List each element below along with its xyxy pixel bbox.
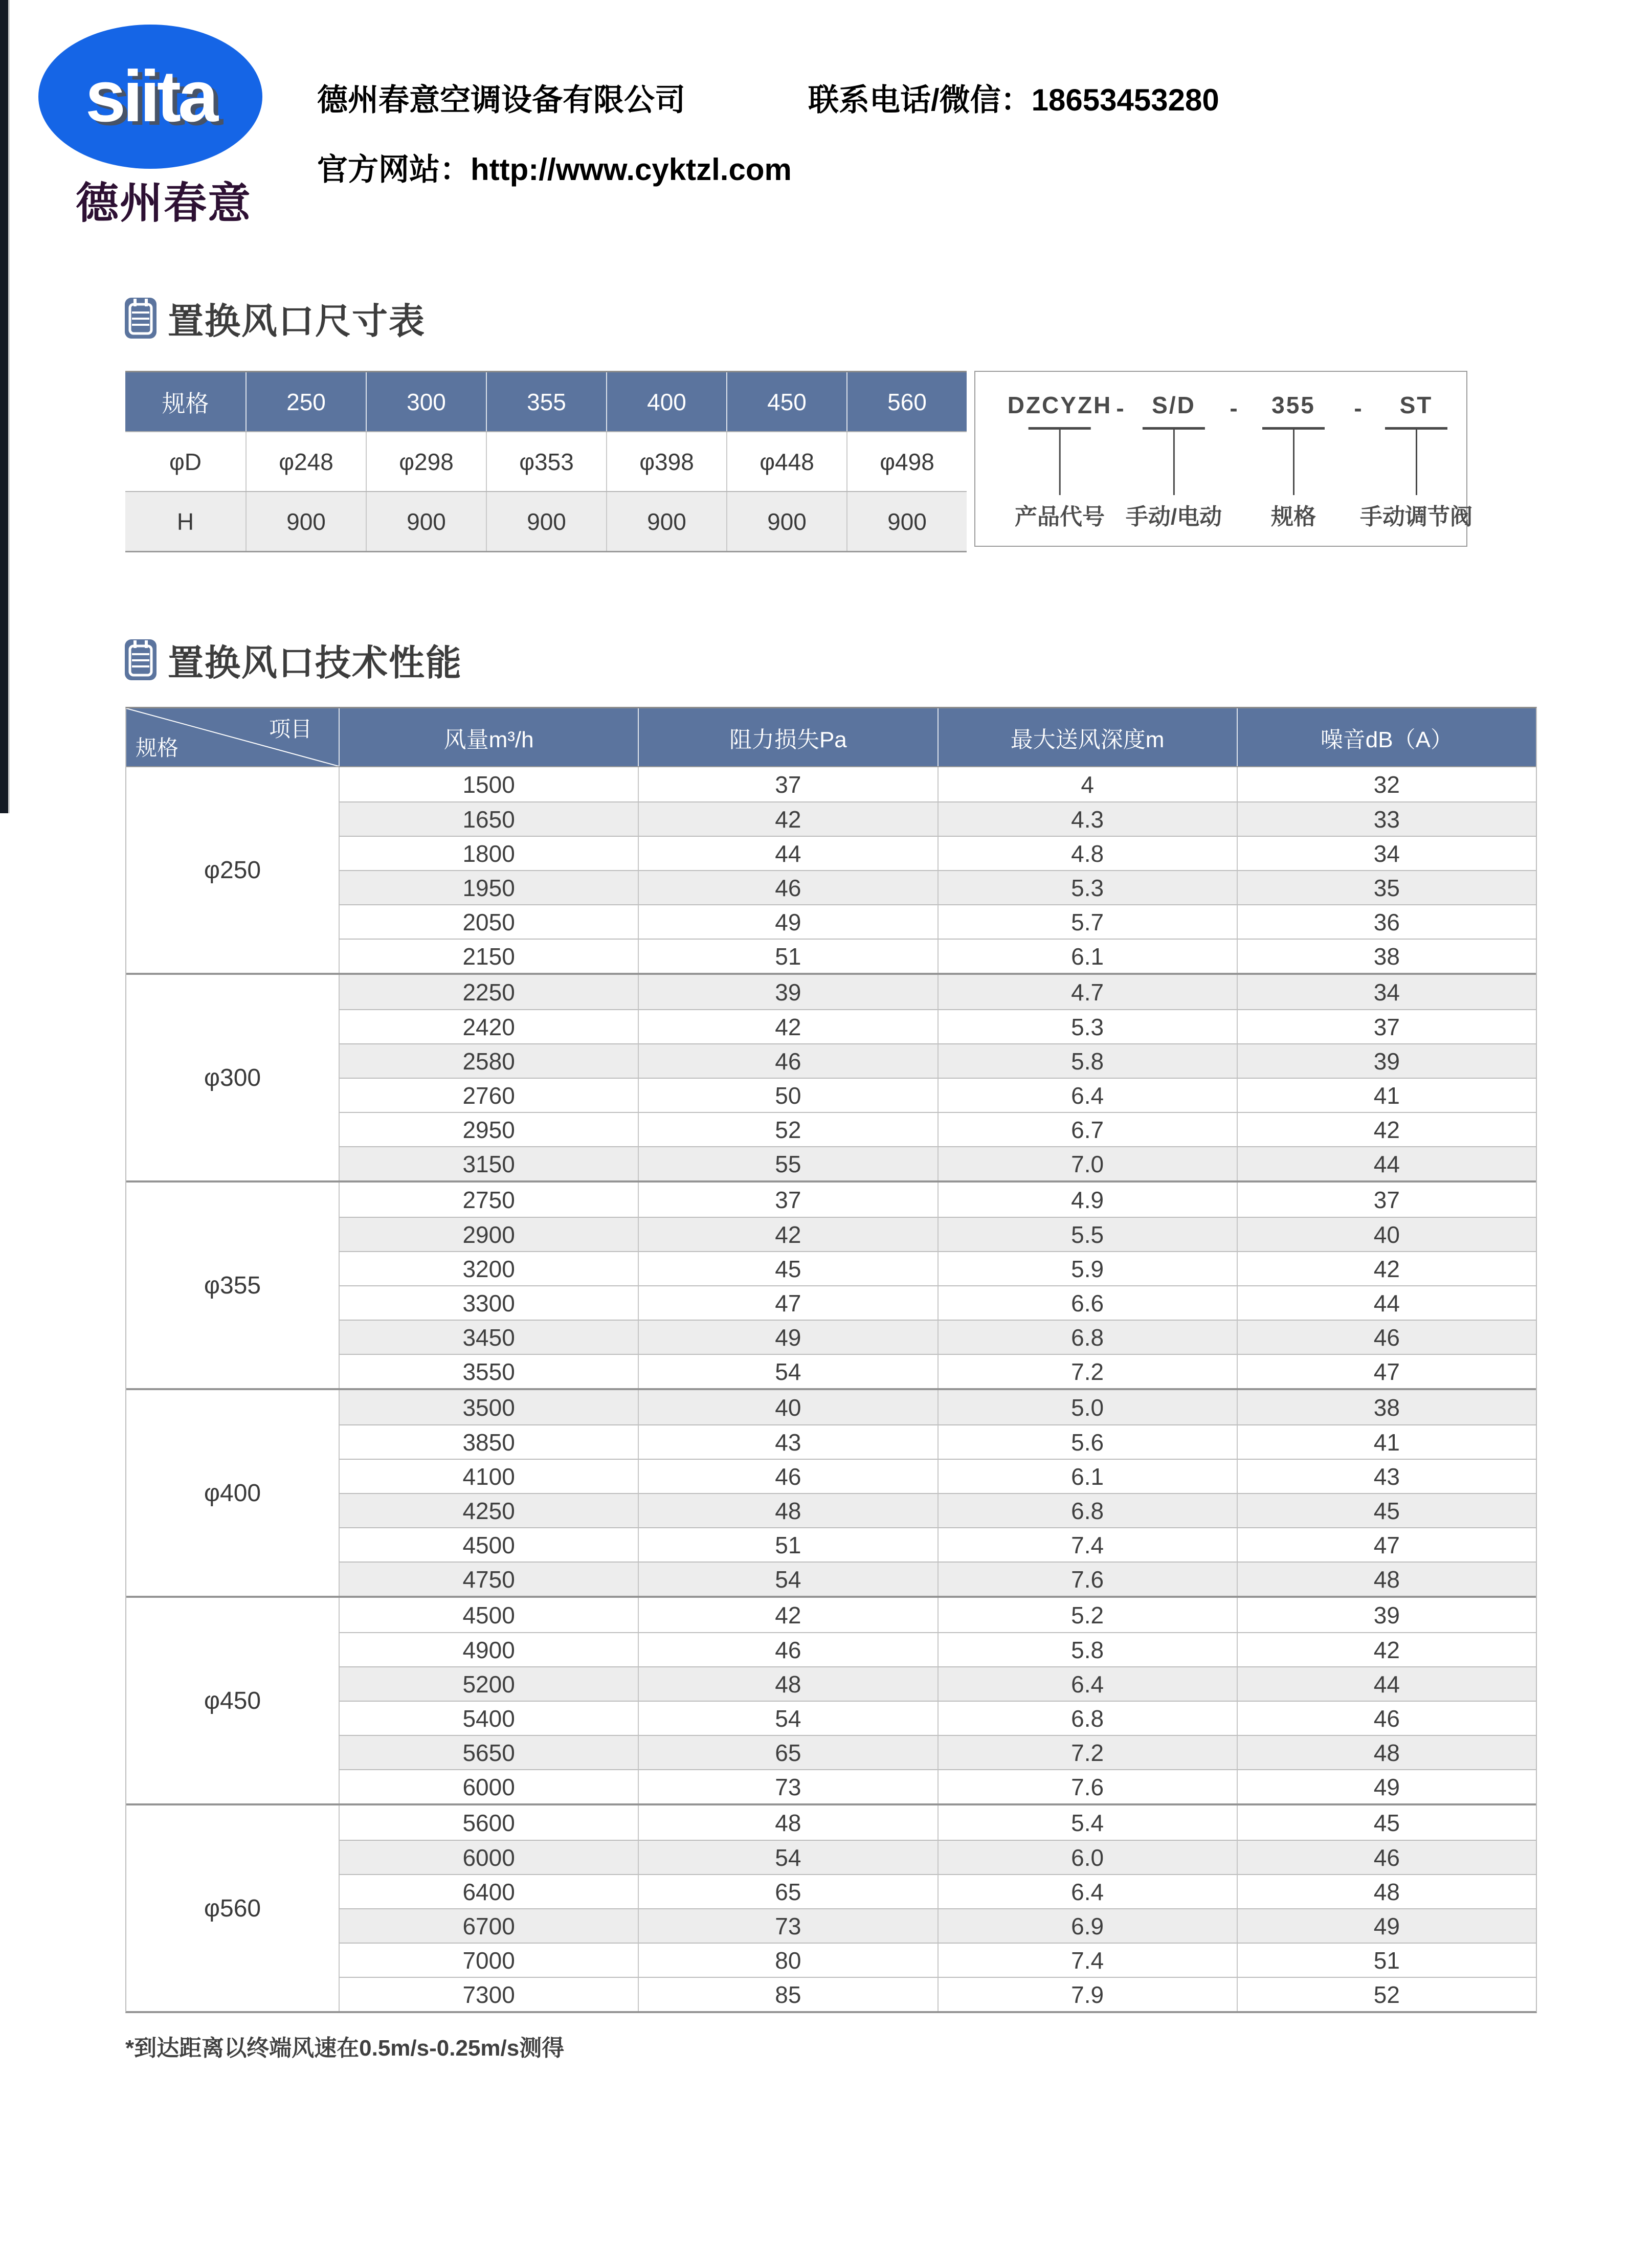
size-table-header: [125, 372, 967, 431]
dash-separator: -: [1230, 395, 1238, 421]
column-header-airflow: 风量m³/h: [339, 708, 638, 766]
perf-cell: 45: [1237, 1493, 1536, 1527]
perf-cell: 55: [638, 1146, 937, 1180]
perf-cell: 5650: [339, 1735, 638, 1769]
size-table-row: [125, 431, 967, 491]
section1-title: [125, 293, 426, 344]
code-text: ST: [1399, 392, 1433, 418]
perf-cell: 44: [1237, 1666, 1536, 1701]
perf-cell: 34: [1237, 836, 1536, 870]
perf-cell: 7.0: [937, 1146, 1237, 1180]
perf-cell: 4.8: [937, 836, 1237, 870]
code-segment: [1360, 391, 1472, 531]
spec-group-phi560: [126, 1803, 1536, 2011]
website-url[interactable]: 官方网站：http://www.cyktzl.com: [317, 152, 792, 187]
perf-cell: 3450: [339, 1320, 638, 1354]
perf-cell: 1800: [339, 836, 638, 870]
table-icon: [125, 637, 157, 683]
perf-cell: 2750: [339, 1183, 638, 1217]
perf-cell: 54: [638, 1354, 937, 1388]
perf-cell: 46: [638, 1632, 937, 1666]
contact-phone: 联系电话/微信：18653453280: [808, 83, 1219, 117]
perf-cell: 49: [638, 904, 937, 939]
perf-cell: 54: [638, 1701, 937, 1735]
perf-cell: 5.5: [937, 1217, 1237, 1251]
perf-cell: 48: [638, 1493, 937, 1527]
perf-cell: 51: [638, 1527, 937, 1562]
perf-cell: 42: [1237, 1251, 1536, 1285]
code-segment: [1008, 391, 1112, 531]
perf-cell: 48: [1237, 1874, 1536, 1908]
spec-group-phi450: [126, 1596, 1536, 1803]
perf-cell: 5.3: [937, 1009, 1237, 1043]
perf-cell: 50: [638, 1078, 937, 1112]
size-header-cell: 250: [245, 372, 366, 431]
perf-cell: 2150: [339, 939, 638, 973]
perf-cell: 3200: [339, 1251, 638, 1285]
size-header-cell: 560: [846, 372, 967, 431]
corner-header-cell: [126, 708, 339, 766]
perf-cell: 6.4: [937, 1874, 1237, 1908]
perf-cell: 41: [1237, 1424, 1536, 1459]
size-cell: 900: [366, 492, 486, 551]
perf-cell: 6.4: [937, 1078, 1237, 1112]
perf-cell: 2760: [339, 1078, 638, 1112]
section1-title-text: 置换风口尺寸表: [168, 301, 426, 341]
size-cell: φ498: [846, 432, 967, 491]
perf-cell: 40: [638, 1390, 937, 1424]
perf-cell: 42: [638, 801, 937, 836]
size-cell: 900: [726, 492, 846, 551]
size-header-cell: 300: [366, 372, 486, 431]
section2-title-text: 置换风口技术性能: [168, 643, 462, 683]
spec-label: φ355: [126, 1183, 339, 1388]
perf-cell: 47: [638, 1285, 937, 1320]
perf-cell: 5200: [339, 1666, 638, 1701]
perf-cell: 42: [638, 1009, 937, 1043]
code-label: 规格: [1271, 504, 1316, 529]
perf-cell: 4100: [339, 1459, 638, 1493]
perf-cell: 37: [1237, 1009, 1536, 1043]
perf-cell: 38: [1237, 1390, 1536, 1424]
code-text: 355: [1271, 392, 1315, 418]
stem-line: [1416, 430, 1417, 495]
perf-cell: 4500: [339, 1527, 638, 1562]
perf-cell: 5.3: [937, 870, 1237, 904]
perf-cell: 46: [1237, 1320, 1536, 1354]
column-header-noise: 噪音dB（A）: [1237, 708, 1536, 766]
size-cell: φ248: [245, 432, 366, 491]
perf-cell: 5.0: [937, 1390, 1237, 1424]
perf-cell: 4500: [339, 1598, 638, 1632]
perf-cell: 36: [1237, 904, 1536, 939]
perf-cell: 5600: [339, 1805, 638, 1840]
perf-cell: 80: [638, 1943, 937, 1977]
perf-cell: 46: [638, 1459, 937, 1493]
perf-cell: 6.7: [937, 1112, 1237, 1146]
perf-cell: 6000: [339, 1769, 638, 1803]
perf-cell: 6.1: [937, 939, 1237, 973]
perf-cell: 46: [1237, 1840, 1536, 1874]
perf-cell: 38: [1237, 939, 1536, 973]
size-table: [125, 371, 967, 552]
perf-cell: 6.0: [937, 1840, 1237, 1874]
perf-cell: 48: [1237, 1562, 1536, 1596]
perf-cell: 2250: [339, 975, 638, 1009]
perf-cell: 39: [1237, 1598, 1536, 1632]
size-cell: 900: [846, 492, 967, 551]
perf-cell: 7.6: [937, 1769, 1237, 1803]
stem-line: [1293, 430, 1294, 495]
perf-cell: 7.2: [937, 1354, 1237, 1388]
perf-cell: 5.6: [937, 1424, 1237, 1459]
perf-cell: 49: [1237, 1769, 1536, 1803]
perf-cell: 3550: [339, 1354, 638, 1388]
perf-cell: 2950: [339, 1112, 638, 1146]
perf-cell: 37: [638, 767, 937, 801]
perf-cell: 46: [638, 870, 937, 904]
perf-cell: 2050: [339, 904, 638, 939]
perf-cell: 5.8: [937, 1632, 1237, 1666]
perf-cell: 52: [638, 1112, 937, 1146]
size-cell: φ448: [726, 432, 846, 491]
perf-cell: 41: [1237, 1078, 1536, 1112]
perf-cell: 7000: [339, 1943, 638, 1977]
spec-label: φ400: [126, 1390, 339, 1596]
perf-cell: 4: [937, 767, 1237, 801]
perf-cell: 34: [1237, 975, 1536, 1009]
size-header-cell: 400: [606, 372, 726, 431]
perf-cell: 39: [638, 975, 937, 1009]
perf-cell: 33: [1237, 801, 1536, 836]
perf-cell: 54: [638, 1562, 937, 1596]
perf-cell: 52: [1237, 1977, 1536, 2011]
size-header-cell: 450: [726, 372, 846, 431]
perf-cell: 37: [638, 1183, 937, 1217]
company-name: 德州春意空调设备有限公司: [317, 83, 685, 117]
product-code-diagram: [974, 371, 1472, 547]
perf-cell: 6.8: [937, 1320, 1237, 1354]
perf-cell: 1950: [339, 870, 638, 904]
perf-cell: 2580: [339, 1043, 638, 1078]
perf-cell: 7300: [339, 1977, 638, 2011]
perf-cell: 6700: [339, 1908, 638, 1943]
perf-cell: 6.6: [937, 1285, 1237, 1320]
perf-cell: 5.7: [937, 904, 1237, 939]
perf-cell: 5.9: [937, 1251, 1237, 1285]
perf-cell: 3150: [339, 1146, 638, 1180]
perf-cell: 51: [638, 939, 937, 973]
perf-cell: 44: [1237, 1146, 1536, 1180]
perf-cell: 47: [1237, 1527, 1536, 1562]
perf-cell: 54: [638, 1840, 937, 1874]
corner-label-item: 项目: [269, 717, 312, 741]
perf-cell: 44: [638, 836, 937, 870]
perf-cell: 42: [638, 1217, 937, 1251]
perf-cell: 45: [1237, 1805, 1536, 1840]
spec-label: φ250: [126, 767, 339, 973]
perf-cell: 45: [638, 1251, 937, 1285]
size-cell: φ398: [606, 432, 726, 491]
perf-cell: 49: [1237, 1908, 1536, 1943]
spec-label: φ560: [126, 1805, 339, 2011]
perf-cell: 46: [638, 1043, 937, 1078]
perf-cell: 43: [638, 1424, 937, 1459]
perf-cell: 3300: [339, 1285, 638, 1320]
perf-cell: 6.9: [937, 1908, 1237, 1943]
perf-cell: 2420: [339, 1009, 638, 1043]
size-header-cell: 355: [486, 372, 606, 431]
dash-separator: -: [1354, 395, 1362, 421]
perf-cell: 46: [1237, 1701, 1536, 1735]
perf-cell: 6.1: [937, 1459, 1237, 1493]
perf-cell: 7.4: [937, 1527, 1237, 1562]
spec-group-phi300: [126, 973, 1536, 1180]
perf-cell: 6.4: [937, 1666, 1237, 1701]
perf-cell: 47: [1237, 1354, 1536, 1388]
perf-cell: 7.2: [937, 1735, 1237, 1769]
siita-logo: [38, 25, 262, 169]
perf-cell: 73: [638, 1769, 937, 1803]
table-icon: [125, 296, 157, 341]
perf-cell: 4.3: [937, 801, 1237, 836]
perf-cell: 7.6: [937, 1562, 1237, 1596]
perf-cell: 65: [638, 1735, 937, 1769]
perf-cell: 39: [1237, 1043, 1536, 1078]
perf-cell: 4750: [339, 1562, 638, 1596]
perf-cell: 5.4: [937, 1805, 1237, 1840]
perf-cell: 65: [638, 1874, 937, 1908]
size-cell: 900: [606, 492, 726, 551]
perf-cell: 3850: [339, 1424, 638, 1459]
performance-table-header: [126, 708, 1536, 767]
code-label: 手动调节阀: [1360, 504, 1472, 529]
perf-cell: 5.2: [937, 1598, 1237, 1632]
column-header-max-depth: 最大送风深度m: [937, 708, 1237, 766]
code-segment: [1262, 391, 1325, 531]
size-cell: φD: [169, 448, 202, 475]
size-cell: H: [176, 508, 194, 535]
size-cell: φ353: [486, 432, 606, 491]
perf-cell: 5400: [339, 1701, 638, 1735]
perf-cell: 48: [1237, 1735, 1536, 1769]
code-label: 手动/电动: [1125, 504, 1222, 529]
perf-cell: 43: [1237, 1459, 1536, 1493]
perf-cell: 4.9: [937, 1183, 1237, 1217]
perf-cell: 7.9: [937, 1977, 1237, 2011]
logo-text: siita: [85, 56, 216, 137]
corner-label-spec: 规格: [136, 736, 179, 760]
spec-group-phi400: [126, 1388, 1536, 1596]
perf-cell: 42: [1237, 1632, 1536, 1666]
spec-label: φ300: [126, 975, 339, 1180]
code-text: S/D: [1152, 392, 1196, 418]
perf-cell: 1650: [339, 801, 638, 836]
perf-cell: 48: [638, 1666, 937, 1701]
perf-cell: 49: [638, 1320, 937, 1354]
perf-cell: 6.8: [937, 1493, 1237, 1527]
code-text: DZCYZH: [1007, 392, 1112, 418]
size-header-cell: 规格: [162, 390, 209, 417]
spec-label: φ450: [126, 1598, 339, 1803]
code-segment: [1126, 391, 1222, 531]
perf-cell: 7.4: [937, 1943, 1237, 1977]
perf-cell: 73: [638, 1908, 937, 1943]
stem-line: [1059, 430, 1060, 495]
perf-cell: 6400: [339, 1874, 638, 1908]
stem-line: [1173, 430, 1174, 495]
perf-cell: 4.7: [937, 975, 1237, 1009]
spec-group-phi355: [126, 1180, 1536, 1388]
left-edge-bar: [0, 0, 10, 813]
size-cell: 900: [245, 492, 366, 551]
logo-subtitle: 德州春意: [76, 179, 252, 227]
perf-cell: 51: [1237, 1943, 1536, 1977]
size-cell: 900: [486, 492, 606, 551]
perf-cell: 32: [1237, 767, 1536, 801]
section2-title: [125, 634, 462, 686]
column-header-pressure-loss: 阻力损失Pa: [638, 708, 937, 766]
code-label: 产品代号: [1014, 504, 1105, 529]
performance-table: [125, 707, 1537, 2013]
perf-cell: 1500: [339, 767, 638, 801]
perf-cell: 2900: [339, 1217, 638, 1251]
footnote: *到达距离以终端风速在0.5m/s-0.25m/s测得: [125, 2036, 565, 2061]
perf-cell: 6000: [339, 1840, 638, 1874]
perf-cell: 37: [1237, 1183, 1536, 1217]
perf-cell: 4250: [339, 1493, 638, 1527]
perf-cell: 6.8: [937, 1701, 1237, 1735]
perf-cell: 35: [1237, 870, 1536, 904]
perf-cell: 42: [638, 1598, 937, 1632]
perf-cell: 3500: [339, 1390, 638, 1424]
perf-cell: 5.8: [937, 1043, 1237, 1078]
dash-separator: -: [1116, 395, 1124, 421]
size-cell: φ298: [366, 432, 486, 491]
size-table-row: [125, 491, 967, 551]
perf-cell: 85: [638, 1977, 937, 2011]
perf-cell: 48: [638, 1805, 937, 1840]
perf-cell: 40: [1237, 1217, 1536, 1251]
spec-group-phi250: [126, 767, 1536, 973]
perf-cell: 44: [1237, 1285, 1536, 1320]
perf-cell: 42: [1237, 1112, 1536, 1146]
perf-cell: 4900: [339, 1632, 638, 1666]
